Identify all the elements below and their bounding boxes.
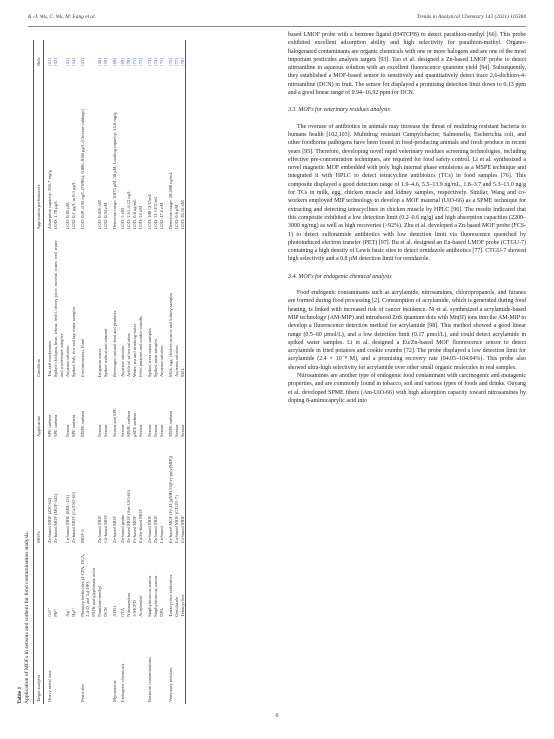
table-caption bbox=[15, 30, 31, 710]
cell-ref: [60] bbox=[111, 58, 117, 66]
cell-analyte: Tetracycline bbox=[179, 594, 185, 617]
cell-analyte: Staphylococcus aureus bbox=[153, 575, 159, 617]
col-header-application: Application bbox=[34, 379, 44, 439]
cell-target-group: Bacterial contaminations bbox=[147, 657, 153, 702]
cell-performance: LOD: 1.78 μg/L bbox=[53, 200, 59, 230]
rotated-table-region bbox=[15, 30, 273, 710]
cell-target-group: Mycotoxins bbox=[111, 680, 117, 702]
table-row bbox=[53, 40, 64, 704]
cell-condition: Milk, egg, chicken muscle and kidney samples bbox=[167, 292, 173, 377]
paragraph-nitrosamines: Nitrosamines are another type of endogenic food contaminant with carcinogenic and mutagenic properties, and are commonly found in tobacco, soil and various types of foods and drinks. Ouyang et al. developed SPME fibers (Am-UiO-66) with high adsorption capacity toward nitrosamines by doping 8-aminocaprylic acid into bbox=[288, 372, 526, 404]
cell-performance: LOD: 0.1 μg/L to 0.3 μg/L bbox=[70, 181, 76, 230]
cell-analyte: 3-MCPD bbox=[132, 600, 138, 617]
cell-condition: Fried potatoes and cookie crumbs bbox=[138, 316, 144, 377]
cell-condition: Aqueous solution bbox=[173, 345, 179, 377]
cell-performance: LOD: 24 nM bbox=[138, 205, 144, 230]
cell-ref: [52] bbox=[53, 58, 59, 66]
right-column bbox=[288, 31, 526, 405]
mof-table bbox=[34, 40, 185, 704]
cell-analyte: PAHs and glyphosate acids bbox=[90, 567, 96, 617]
cell-application: SPME sorbent bbox=[126, 410, 132, 437]
cell-performance: LOD: 0.94 nM bbox=[102, 202, 108, 230]
section-heading-3-3: 3.3. MOFs for veterinary residues analysis bbox=[288, 107, 390, 114]
col-header-condition: Condition bbox=[34, 231, 44, 379]
cell-application: MSPE sorbent bbox=[79, 410, 85, 437]
cell-analyte: Ornidazole bbox=[173, 596, 179, 617]
table-body bbox=[44, 40, 186, 704]
cell-condition: Tea and mushrooms bbox=[47, 340, 53, 377]
table-caption-text: Application of MOFs in sensors and sorbent for food contamination analysis. bbox=[24, 531, 30, 704]
cell-ref: [53] bbox=[64, 58, 70, 66]
cell-analyte: AFB1 bbox=[111, 605, 117, 617]
cell-performance: Adsorption capacity: 836.7 mg/g bbox=[47, 170, 53, 230]
cell-analyte: Parathion-methyl bbox=[96, 585, 102, 617]
cell-performance: LOD: 2.61–6.12 ng/L bbox=[126, 190, 132, 230]
cell-mof: Zn-based probe bbox=[120, 514, 126, 543]
cell-performance: Detection range: 0.075 μM–50 μM; Loading capacity: 15.8 mg/g bbox=[111, 112, 117, 230]
cell-condition: Beverages, animal feed and products bbox=[111, 310, 117, 377]
cell-mof: Zr-based MOF (MOF-545) bbox=[53, 494, 59, 543]
cell-performance: LOD: 100 CFU/mL bbox=[147, 193, 153, 230]
cell-mof: Ln-based MOF (MIL-121) bbox=[64, 494, 70, 543]
cell-analyte: OTA bbox=[120, 607, 126, 617]
table-row bbox=[117, 40, 126, 704]
cell-ref: [75] bbox=[159, 58, 165, 66]
cell-performance: LOD: 31 CFU/mL bbox=[153, 195, 159, 230]
cell-condition: Spiked walnut and almond bbox=[102, 328, 108, 377]
cell-analyte: Pb²⁺ bbox=[53, 608, 59, 617]
cell-performance: LOD: 26.16 nM bbox=[179, 200, 185, 230]
cell-ref: [77] bbox=[173, 58, 179, 66]
cell-performance: LOD: 0.026 nM bbox=[96, 200, 102, 230]
cell-analyte: Nitrosamines bbox=[126, 592, 132, 617]
cell-target-group bbox=[53, 619, 64, 704]
cell-application: Sensor bbox=[179, 424, 185, 437]
cell-ref: [70] bbox=[126, 58, 132, 66]
col-header-analyte bbox=[34, 545, 44, 619]
col-header-performance: Application performance bbox=[34, 68, 44, 232]
table-row bbox=[165, 40, 174, 704]
cell-mof: Ln-based bbox=[159, 526, 165, 543]
cell-mof: Zr-based MOF (Am-UiO-66) bbox=[126, 490, 132, 543]
col-header-target: Target analytes bbox=[34, 619, 44, 704]
table-bottom-rule bbox=[185, 40, 186, 704]
cell-application: Sensor bbox=[96, 424, 102, 437]
cell-ref: [55] bbox=[79, 58, 85, 66]
cell-performance: LOD: 47.6 nM bbox=[159, 202, 165, 230]
cell-mof: Fe-based MOF (Fe₃O₄@MIL53(Fe)-poly(MIP)) bbox=[167, 455, 173, 543]
cell-application: Sensor bbox=[159, 424, 165, 437]
col-header-refs: Refs bbox=[34, 40, 44, 68]
cell-mof: MOF-5 bbox=[79, 529, 85, 543]
cell-analyte: Hg²⁺ bbox=[70, 607, 76, 617]
running-header bbox=[28, 14, 526, 24]
cell-application: Sensor bbox=[147, 424, 153, 437]
cell-condition: Water, tea and drinking water bbox=[132, 323, 138, 377]
table-label: Table 1 bbox=[17, 686, 23, 704]
cell-analyte: DPA bbox=[159, 608, 165, 617]
table-row bbox=[144, 40, 153, 704]
cell-application: SPE sorbent bbox=[47, 414, 53, 437]
cell-ref: [69] bbox=[120, 58, 126, 66]
cell-performance: Detection range: 20–800 ng/mL bbox=[167, 171, 173, 230]
header-authors: K.-J. Wu, C. Wu, M. Fang et al. bbox=[28, 14, 96, 20]
cell-ref: [58] bbox=[96, 58, 102, 66]
paragraph-endogenic: Food endogenic contaminants such as acrylamide, nitrosamines, chloropropanols, and furanes are formed during food processing [2]. Consumption of acrylamide, which is generated during food heating, is linked with increased risk of cancer incidence. Ni et al. synthesized a acrylamide-based MIP technology (AM-MIP) and introduced ZnS quantum dots with Mn(II) ions into the AM-MIP to develop a fluorescence detection method for acrylamide [98]. This method showed a good linear range (0.5–60 μmol/L), and a low detection limit (0.17 μmol/L), and could detect acrylamide in spiked water samples. Li et al. designed a Eu/Zn-based MOF fluorescence sensor to detect acrylamide in fried potatoes and cookie crumbs [72]. The probe displayed a low detection limit for acrylamide (2.4 × 10⁻⁸ M), and a promising recovery rate (94.05–104.04%). This probe also showed ultra-high selectivity for acrylamide over other small organic molecules in real samples. bbox=[288, 290, 526, 371]
header-rule bbox=[28, 26, 526, 27]
paragraph-veterinary: The overuse of antibiotics in animals may increase the threat of multidrug resistant bacteria to humans health [102,103]. Multidrug resistant Campylobacter, Salmonella, Escherichia coli, and other foodborne pathogens have been found in food-producing animals and fresh produce in recent years [95]. Therefore, developing novel rapid veterinary residues screening technologies, including effective pre-concentration techniques, are required for food safety control. Li et al. synthesized a novel magnetic MOF embedded with poly high internal phase emulsions as a MSPE technique and integrated it with HPLC to detect tetracycline antibiotics (TCs) in food samples [76]. This composite displayed a good detection range of 1.9–4.6, 5.5–13.9 ng/mL, 1.8–3.7 and 5.3–13.0 ng/g for TCs in milk, egg, chicken muscle and kidney samples, respectively. Similar, Wang and co-workers employed MIP technology to develop a MOF material (UiO-66) as a SPME technique for extracting and detecting tetracyclines in chicken muscle by HPLC [96]. The results indicated that this composite exhibited a low detection limit (0.2–0.6 ng/g) and high absorption capacities (2200–3000 ng/mg) as well as high recoveries (>92%). Zhu et al. developed a Zn-based MOF probe (FCS-1) to detect sulfonamide antibiotics with low detection limit via fluorescence quenched by photoinduced electron transfer (PET) [97]. Bu et al. designed an Eu-based LMOF probe (CTGU-7) containing a high density of Lewis basic sites to detect ornidazole antibiotics [77]. CTGU-7 showed high selectivity and a 0.8 μM detection limit for ornidazole. bbox=[288, 123, 526, 263]
cell-application: Sensor bbox=[64, 424, 70, 437]
cell-target-group: Pesticides bbox=[79, 684, 85, 702]
cell-performance: LOD: 0.8 μM bbox=[173, 204, 179, 230]
cell-application: Sensor bbox=[153, 424, 159, 437]
cell-application: Sensor bbox=[173, 424, 179, 437]
cell-performance: LOD: 0.05 μM bbox=[64, 202, 70, 230]
cell-target-group: Endogenic chemicals bbox=[120, 663, 126, 702]
cell-condition: Environmental, Food bbox=[79, 338, 85, 377]
table-header-row bbox=[34, 40, 44, 704]
cell-mof: Zn-based MOF bbox=[153, 515, 159, 543]
cell-mof: Zr-based MOF (Ce/UiO-66) bbox=[70, 492, 76, 543]
cell-analyte: Staphylococcus aureus bbox=[147, 575, 153, 617]
cell-condition: Milk bbox=[179, 368, 185, 377]
cell-analyte: Tetracycline antibiotics bbox=[167, 574, 173, 617]
cell-performance: LOD: 0.0¹–0.96 ng/L (FMRs); 0.006–0.08 μg/L (Chinese cabbage) bbox=[79, 109, 85, 230]
cell-application: Sensor bbox=[102, 424, 108, 437]
cell-application: μSPE sorbent bbox=[132, 412, 138, 437]
cell-analyte: Cd²⁺ bbox=[47, 607, 53, 617]
cell-mof: Eu/Zn-based MOF bbox=[138, 509, 144, 543]
cell-condition: Aqueous solution bbox=[120, 345, 126, 377]
table-row bbox=[44, 40, 53, 704]
cell-mof: Eu-based MOF bbox=[179, 515, 185, 543]
cell-application: SPE sorbent bbox=[70, 414, 76, 437]
cell-mof: Cd-based MOF bbox=[102, 515, 108, 543]
table-row bbox=[77, 40, 91, 704]
cell-application: Sensor and SPE bbox=[111, 408, 117, 437]
cell-target-group: Heavy metal ions bbox=[47, 670, 53, 702]
cell-condition: Spiked chickpea, bean, wheat, lentil, cherry juice, mineral water, well water and wastewater samples bbox=[53, 240, 64, 377]
cell-application: MSPE sorbent bbox=[167, 410, 173, 437]
page-number: 6 bbox=[275, 713, 279, 719]
cell-condition: Aqueous solution bbox=[64, 345, 70, 377]
cell-ref: [78] bbox=[179, 58, 185, 66]
cell-mof: Eu-based MOF (CTGU-7) bbox=[173, 495, 179, 543]
col-header-mofs: MOFs bbox=[34, 439, 44, 545]
cell-mof: Zn-based MOF (ZJC-62) bbox=[47, 497, 53, 543]
paragraph-pesticides-end: based LMOF probe with a benzene ligand (H4TCPB) to detect parathion-methyl [66]. This probe exhibited excellent adsorption ability and high selectivity for parathion-methyl. Organo-halogenated contaminants are organic chemicals with one or more halogens and are one of the most important pesticides analysis targets [93]. Tao et al. designed a Zn-based LMOF probe to detect nitroaniline in aqueous solution with an excellent fluorescence quantum yield [94]. Subsequently, they established a MOF-based sensor to sensitively and quantitatively detect trace 2,6-dichloro-4-nitroaniline (DCN) in fruit. The sensor for displayed a promising detection limit down to 0.13 ppm and a good linear range of 0.94–16.92 ppm for DCN. bbox=[288, 32, 526, 97]
cell-performance: LOD: 0.8 ng/mL bbox=[132, 199, 138, 230]
cell-condition: Spiked river water samples bbox=[147, 328, 153, 377]
cell-application: Sensor bbox=[120, 424, 126, 437]
cell-ref: [51] bbox=[47, 58, 53, 66]
cell-analyte: Acrylamide bbox=[138, 595, 144, 617]
cell-mof: Zn-based MOF bbox=[96, 515, 102, 543]
cell-application: Sensor bbox=[138, 424, 144, 437]
cell-condition: Spiked meat samples bbox=[153, 338, 159, 377]
section-heading-3-4: 3.4. MOFs for endogenic chemical analysis bbox=[288, 273, 392, 280]
table-1 bbox=[15, 30, 273, 710]
cell-ref: [74] bbox=[153, 58, 159, 66]
cell-condition: Irrigation water bbox=[96, 348, 102, 377]
cell-ref: [59] bbox=[102, 58, 108, 66]
cell-target-group: Veterinary residues bbox=[167, 667, 173, 702]
table-row bbox=[109, 40, 118, 704]
cell-ref: [73] bbox=[147, 58, 153, 66]
cell-ref: [54] bbox=[70, 58, 76, 66]
cell-ref: [71] bbox=[132, 58, 138, 66]
cell-performance: LOD: 5 nM bbox=[120, 208, 126, 230]
cell-mof: Zr-based MOF bbox=[111, 516, 117, 543]
cell-condition: Aqueous solution bbox=[159, 345, 165, 377]
header-journal: Trends in Analytical Chemistry 143 (2021) 116384 bbox=[416, 14, 526, 20]
cell-mof: Fe-based MOF bbox=[132, 515, 138, 543]
cell-condition: Artificial saliva solution bbox=[126, 333, 132, 377]
cell-mof: Zn-based MOF bbox=[147, 515, 153, 543]
cell-ref: [76] bbox=[167, 58, 173, 66]
cell-analyte: DCN bbox=[102, 607, 108, 617]
cell-condition: Spiked fish, rice and tap water samples bbox=[70, 306, 76, 377]
cell-application: SPE sorbent bbox=[53, 414, 59, 437]
cell-analyte: Phenoxy herbicides (4-CPA, DCA, 2,4-D, and 3,4-DP) bbox=[79, 553, 90, 617]
cell-ref: [72] bbox=[138, 58, 144, 66]
cell-analyte: Ag⁺ bbox=[64, 608, 70, 617]
